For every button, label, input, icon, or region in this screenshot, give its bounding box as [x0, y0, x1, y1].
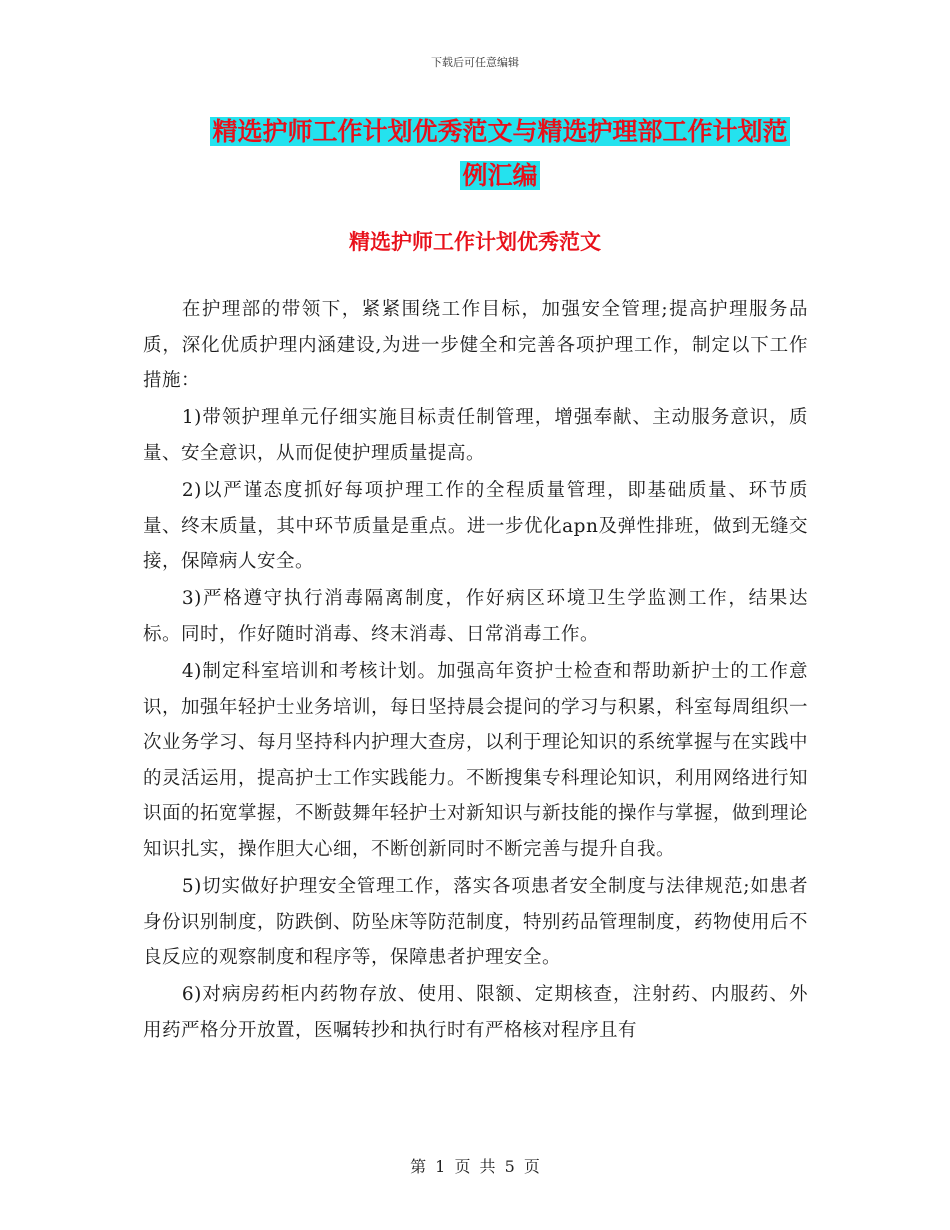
document-title — [190, 110, 810, 198]
paragraph: 5)切实做好护理安全管理工作，落实各项患者安全制度与法律规范;如患者身份识别制度，防跌倒、防坠床等防范制度，特别药品管理制度，药物使用后不良反应的观察制度和程序等，保障患者护理安全。 — [143, 876, 809, 969]
title-line-1: 精选护师工作计划优秀范文与精选护理部工作计划范 — [212, 117, 788, 146]
header-note: 下载后可任意编辑 — [431, 56, 519, 69]
section-title: 精选护师工作计划优秀范文 — [349, 230, 601, 254]
paragraph: 在护理部的带领下，紧紧围绕工作目标，加强安全管理;提高护理服务品质，深化优质护理内涵建设,为进一步健全和完善各项护理工作，制定以下工作措施： — [143, 299, 808, 392]
paragraph: 6)对病房药柜内药物存放、使用、限额、定期核查，注射药、内服药、外用药严格分开放置，医嘱转抄和执行时有严格核对程序且有 — [143, 984, 808, 1041]
title-line-2: 例汇编 — [462, 161, 538, 190]
paragraph: 4)制定科室培训和考核计划。加强高年资护士检查和帮助新护士的工作意识，加强年轻护士业务培训，每日坚持晨会提问的学习与积累，科室每周组织一次业务学习、每月坚持科内护理大查房，以利于理论知识的系统掌握与在实践中的灵活运用，提高护士工作实践能力。不断搜集专科理论知识，利用网络进行知识面的拓宽掌握，不断鼓舞年轻护士对新知识与新技能的操作与掌握，做到理论知识扎实，操作胆大心细，不断创新同时不断完善与提升自我。 — [143, 660, 809, 860]
paragraph: 2)以严谨态度抓好每项护理工作的全程质量管理，即基础质量、环节质量、终末质量，其中环节质量是重点。进一步优化apn及弹性排班，做到无缝交接，保障病人安全。 — [143, 479, 808, 573]
paragraph: 1)带领护理单元仔细实施目标责任制管理，增强奉献、主动服务意识，质量、安全意识，从而促使护理质量提高。 — [143, 407, 808, 464]
body-text — [143, 292, 808, 1050]
page-footer: 第 1 页 共 5 页 — [410, 1157, 540, 1176]
paragraph: 3)严格遵守执行消毒隔离制度，作好病区环境卫生学监测工作，结果达标。同时，作好随时消毒、终末消毒、日常消毒工作。 — [143, 588, 808, 645]
